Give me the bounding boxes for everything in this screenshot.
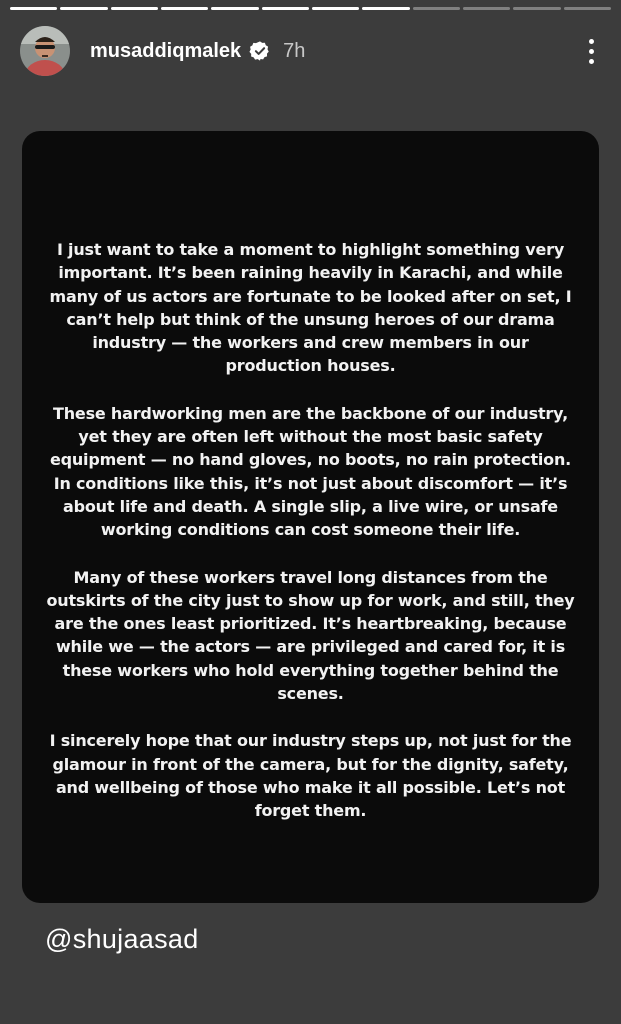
story-segment	[362, 7, 409, 10]
mention-tag[interactable]: @shujaasad	[45, 924, 199, 954]
verified-badge-icon	[249, 40, 271, 62]
story-paragraph: These hardworking men are the backbone of our industry, yet they are often left without the most basic safety equipment — no hand gloves, no boots, no rain protection. In conditions like this, it’s not just about discomfort — it’s about life and death. A single slip, a live wire, or unsafe working conditions can cost someone their life.	[49, 403, 572, 540]
story-segment	[564, 7, 611, 10]
story-segment	[10, 7, 57, 10]
post-time: 7h	[283, 39, 306, 62]
story-header	[20, 26, 601, 76]
story-segment	[513, 7, 560, 10]
avatar[interactable]	[20, 26, 70, 76]
story-segment	[161, 7, 208, 10]
story-progress-bar	[10, 7, 611, 10]
story-paragraph: I just want to take a moment to highlight something very important. It’s been raining heavily in Karachi, and while many of us actors are fortunate to be looked after on set, I can’t help but think of the unsung heroes of our drama industry — the workers and crew members in our production houses.	[49, 240, 572, 376]
story-paragraph: Many of these workers travel long distances from the outskirts of the city just to show up for work, and still, they are the ones least prioritized. It’s heartbreaking, because while we — the actors — are privileged and cared for, it is these workers who hold everything together behind the scenes.	[46, 567, 575, 704]
story-segment	[60, 7, 107, 10]
story-text-card	[22, 131, 599, 903]
story-segment	[413, 7, 460, 10]
story-segment	[262, 7, 309, 10]
story-segment	[211, 7, 258, 10]
more-vertical-icon	[589, 39, 594, 44]
more-options-button[interactable]	[581, 31, 601, 71]
story-segment	[111, 7, 158, 10]
story-segment	[312, 7, 359, 10]
story-segment	[463, 7, 510, 10]
profile-avatar-icon	[20, 26, 70, 76]
more-vertical-icon	[589, 59, 594, 64]
story-paragraph: I sincerely hope that our industry steps up, not just for the glamour in front of the camera, but for the dignity, safety, and wellbeing of those who make it all possible. Let’s not forget them.	[49, 731, 572, 821]
more-vertical-icon	[589, 49, 594, 54]
username[interactable]: musaddiqmalek	[90, 39, 242, 62]
